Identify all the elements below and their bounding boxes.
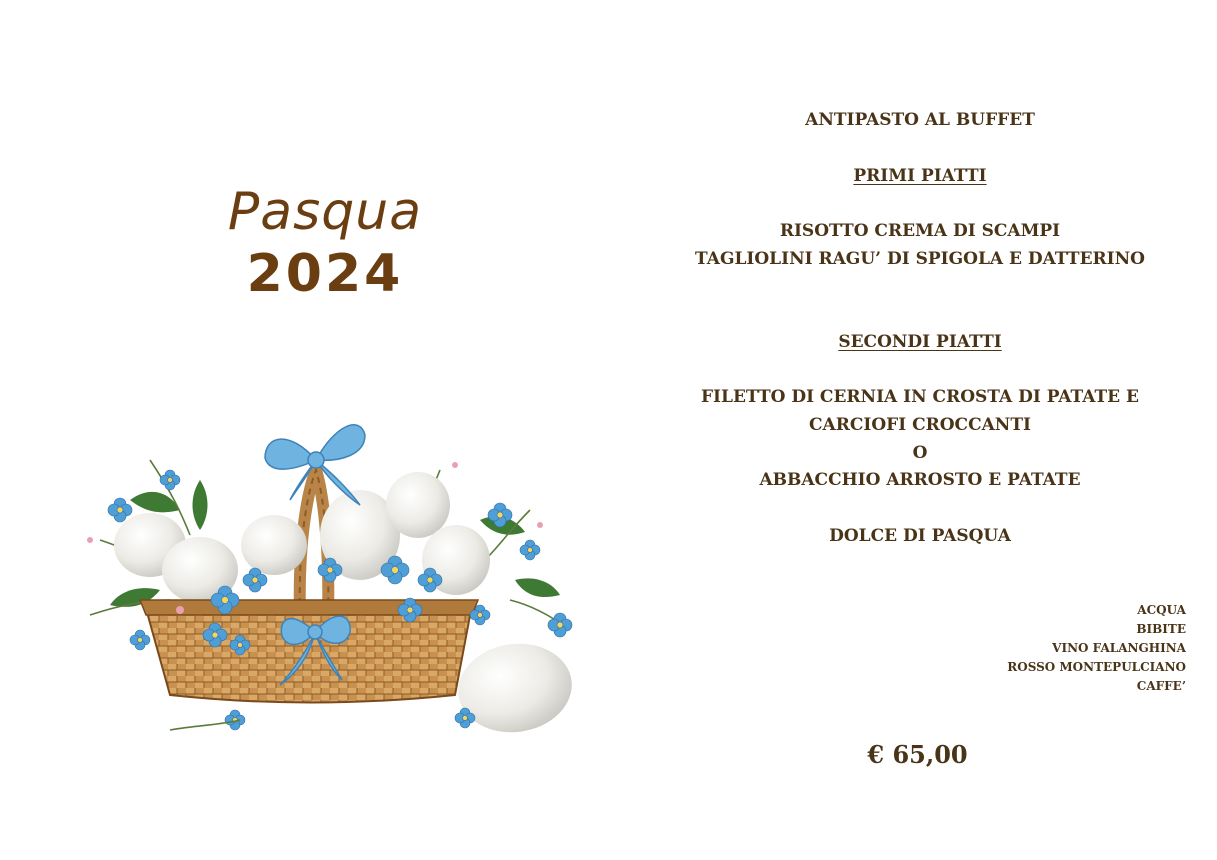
secondo-or: O [912, 443, 928, 463]
menu-price: € 65,00 [867, 740, 968, 769]
primi-heading: PRIMI PIATTI [853, 166, 987, 186]
secondo-dish: FILETTO DI CERNIA IN CROSTA DI PATATE E [700, 387, 1140, 407]
drink-item: ROSSO MONTEPULCIANO [1007, 660, 1186, 674]
secondi-heading: SECONDI PIATTI [838, 332, 1002, 352]
title-year: 2024 [246, 244, 404, 304]
drink-item: ACQUA [1137, 603, 1186, 617]
title-pasqua: Pasqua [227, 182, 423, 242]
primo-dish: RISOTTO CREMA DI SCAMPI [779, 221, 1061, 241]
easter-basket-illustration [60, 400, 590, 760]
antipasto-course: ANTIPASTO AL BUFFET [805, 110, 1035, 130]
secondo-dish: CARCIOFI CROCCANTI [809, 415, 1031, 435]
drinks-list [1007, 601, 1186, 696]
primo-dish: TAGLIOLINI RAGU’ DI SPIGOLA E DATTERINO [695, 249, 1145, 269]
drink-item: BIBITE [1136, 622, 1186, 636]
drink-item: CAFFE’ [1136, 679, 1186, 693]
drink-item: VINO FALANGHINA [1052, 641, 1186, 655]
dessert-course: DOLCE DI PASQUA [829, 526, 1011, 546]
secondo-dish: ABBACCHIO ARROSTO E PATATE [759, 470, 1081, 490]
